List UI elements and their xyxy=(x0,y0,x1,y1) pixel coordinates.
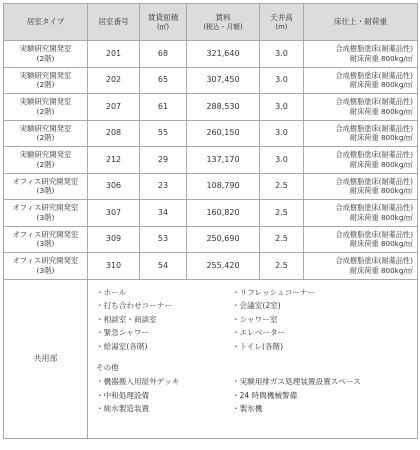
room-floor-cell xyxy=(304,120,418,147)
room-type-cell xyxy=(4,147,88,174)
room-floor-cell xyxy=(304,41,418,68)
room-number: 307 xyxy=(88,200,140,227)
room-area: 65 xyxy=(140,67,187,94)
header-area-label: 賃貸面積 xyxy=(147,13,179,23)
room-floor-load: 耐床荷重 800kg/㎡ xyxy=(349,53,413,63)
room-ceiling: 2.5 xyxy=(260,200,304,227)
room-floor-cell xyxy=(304,67,418,94)
room-level: (2階) xyxy=(36,159,55,169)
room-floor-finish: 合成樹脂塗床(耐薬品性) xyxy=(335,70,413,80)
list-item: ・緊急シャワー xyxy=(96,328,150,338)
header-ceiling xyxy=(260,4,304,41)
room-floor-cell xyxy=(304,200,418,227)
room-floor-cell xyxy=(304,173,418,200)
room-type-cell xyxy=(4,226,88,253)
other-section-title: その他 xyxy=(96,363,119,373)
room-level: (2階) xyxy=(36,106,55,116)
room-type-cell xyxy=(4,253,88,280)
room-ceiling: 3.0 xyxy=(260,41,304,68)
room-floor-load: 耐床荷重 800kg/㎡ xyxy=(349,186,413,196)
room-level: (3階) xyxy=(36,265,55,275)
room-ceiling: 3.0 xyxy=(260,94,304,121)
room-rent: 321,640 xyxy=(187,41,260,68)
room-type: オフィス研究開発室 xyxy=(12,176,79,186)
table-row xyxy=(4,120,418,147)
room-floor-finish: 合成樹脂塗床(耐薬品性) xyxy=(335,44,413,54)
room-type-cell xyxy=(4,120,88,147)
room-area: 34 xyxy=(140,200,187,227)
header-number: 居室番号 xyxy=(88,4,140,41)
common-area-label: 共用部 xyxy=(4,279,88,438)
room-type: オフィス研究開発室 xyxy=(12,203,79,213)
room-level: (2階) xyxy=(36,80,55,90)
room-number: 201 xyxy=(88,41,140,68)
room-area: 61 xyxy=(140,94,187,121)
room-rent: 137,170 xyxy=(187,147,260,174)
list-item: ・実験用排ガス処理装置設置スペース xyxy=(232,377,361,387)
room-floor-load: 耐床荷重 800kg/㎡ xyxy=(349,133,413,143)
list-item: ・純水製造装置 xyxy=(96,404,150,414)
room-type: 実験研究開発室 xyxy=(19,123,72,133)
list-item: ・リフレッシュコーナー xyxy=(232,287,315,297)
room-number: 202 xyxy=(88,67,140,94)
header-rent-sub: (税込・月額) xyxy=(203,22,243,31)
table-row xyxy=(4,67,418,94)
room-rent: 307,450 xyxy=(187,67,260,94)
room-ceiling: 2.5 xyxy=(260,173,304,200)
room-number: 212 xyxy=(88,147,140,174)
header-area-unit: (㎡) xyxy=(156,22,170,31)
room-type-cell xyxy=(4,173,88,200)
room-area: 68 xyxy=(140,41,187,68)
room-area: 53 xyxy=(140,226,187,253)
room-rent: 255,420 xyxy=(187,253,260,280)
room-floor-cell xyxy=(304,253,418,280)
room-floor-load: 耐床荷重 800kg/㎡ xyxy=(349,212,413,222)
table-row xyxy=(4,147,418,174)
room-floor-finish: 合成樹脂塗床(耐薬品性) xyxy=(335,176,413,186)
header-type: 居室タイプ xyxy=(4,4,88,41)
room-ceiling: 3.0 xyxy=(260,67,304,94)
common-area-row xyxy=(4,279,418,438)
room-area: 54 xyxy=(140,253,187,280)
header-area xyxy=(140,4,187,41)
room-floor-finish: 合成樹脂塗床(耐薬品性) xyxy=(335,150,413,160)
room-type-cell xyxy=(4,41,88,68)
room-floor-cell xyxy=(304,94,418,121)
room-ceiling: 3.0 xyxy=(260,147,304,174)
list-item: ・中和処理設備 xyxy=(96,390,150,400)
room-type: オフィス研究開発室 xyxy=(12,229,79,239)
room-number: 306 xyxy=(88,173,140,200)
header-ceiling-label: 天井高 xyxy=(270,13,293,23)
room-level: (2階) xyxy=(36,53,55,63)
room-area: 29 xyxy=(140,147,187,174)
room-floor-load: 耐床荷重 800kg/㎡ xyxy=(349,159,413,169)
room-rent: 250,690 xyxy=(187,226,260,253)
room-area: 55 xyxy=(140,120,187,147)
rental-room-table xyxy=(3,3,417,439)
room-floor-finish: 合成樹脂塗床(耐薬品性) xyxy=(335,229,413,239)
header-floor: 床仕上・耐荷重 xyxy=(304,4,418,41)
header-rent xyxy=(187,4,260,41)
room-rent: 160,820 xyxy=(187,200,260,227)
room-number: 208 xyxy=(88,120,140,147)
room-number: 310 xyxy=(88,253,140,280)
room-level: (3階) xyxy=(36,186,55,196)
room-area: 23 xyxy=(140,173,187,200)
list-item: ・相談室・商談室 xyxy=(96,314,157,324)
room-ceiling: 2.5 xyxy=(260,253,304,280)
room-floor-finish: 合成樹脂塗床(耐薬品性) xyxy=(335,97,413,107)
list-item: ・24 時間機械警備 xyxy=(232,390,298,400)
room-type-cell xyxy=(4,94,88,121)
room-floor-load: 耐床荷重 800kg/㎡ xyxy=(349,239,413,249)
room-spec-table xyxy=(3,3,418,439)
room-rent: 260,150 xyxy=(187,120,260,147)
room-floor-load: 耐床荷重 800kg/㎡ xyxy=(349,265,413,275)
table-row xyxy=(4,94,418,121)
room-rent: 108,790 xyxy=(187,173,260,200)
room-number: 207 xyxy=(88,94,140,121)
list-item: ・エレベーター xyxy=(232,328,286,338)
list-item: ・ホール xyxy=(96,287,127,297)
room-floor-cell xyxy=(304,226,418,253)
room-floor-load: 耐床荷重 800kg/㎡ xyxy=(349,80,413,90)
common-facility-list xyxy=(96,286,413,354)
header-row xyxy=(4,4,418,41)
room-type: オフィス研究開発室 xyxy=(12,256,79,266)
room-type: 実験研究開発室 xyxy=(19,150,72,160)
room-level: (3階) xyxy=(36,212,55,222)
header-rent-label: 賃料 xyxy=(215,13,231,23)
room-floor-cell xyxy=(304,147,418,174)
list-item: ・給湯室(各階) xyxy=(96,341,148,351)
room-rent: 288,530 xyxy=(187,94,260,121)
other-facility-list xyxy=(96,375,413,416)
list-item: ・トイレ(各階) xyxy=(232,341,284,351)
header-ceiling-unit: (m) xyxy=(275,22,288,31)
room-level: (2階) xyxy=(36,133,55,143)
room-floor-finish: 合成樹脂塗床(耐薬品性) xyxy=(335,256,413,266)
table-row xyxy=(4,173,418,200)
list-item: ・製氷機 xyxy=(232,404,263,414)
table-row xyxy=(4,200,418,227)
list-item: ・機器搬入用屋外デッキ xyxy=(96,377,180,387)
room-level: (3階) xyxy=(36,239,55,249)
room-type-cell xyxy=(4,67,88,94)
room-type: 実験研究開発室 xyxy=(19,97,72,107)
room-number: 309 xyxy=(88,226,140,253)
list-item: ・シャワー室 xyxy=(232,314,278,324)
room-type: 実験研究開発室 xyxy=(19,70,72,80)
room-floor-finish: 合成樹脂塗床(耐薬品性) xyxy=(335,123,413,133)
list-item: ・会議室(2室) xyxy=(232,301,281,311)
room-floor-load: 耐床荷重 800kg/㎡ xyxy=(349,106,413,116)
table-row xyxy=(4,253,418,280)
room-type-cell xyxy=(4,200,88,227)
table-row xyxy=(4,41,418,68)
room-type: 実験研究開発室 xyxy=(19,44,72,54)
list-item: ・打ち合わせコーナー xyxy=(96,301,172,311)
room-floor-finish: 合成樹脂塗床(耐薬品性) xyxy=(335,203,413,213)
room-ceiling: 2.5 xyxy=(260,226,304,253)
table-row xyxy=(4,226,418,253)
common-area-body xyxy=(88,279,418,438)
room-ceiling: 3.0 xyxy=(260,120,304,147)
